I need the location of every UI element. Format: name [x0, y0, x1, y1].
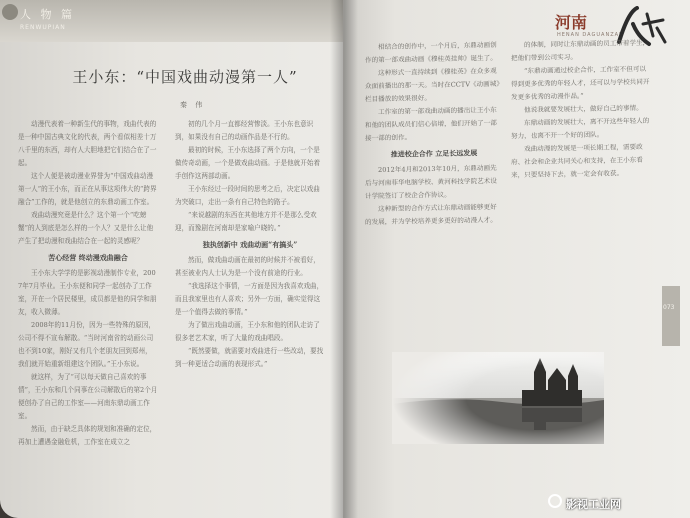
paragraph: 王小东经过一段时间的思考之后，决定以戏曲为突破口，走出一条有自己特色的路子。	[175, 185, 320, 206]
paragraph: 最初的时候，王小东选择了两个方向，一个是做传奇动画，一个是做戏曲动画。于是他就开始着手创作这两部动画。	[175, 146, 321, 180]
paragraph: “东鼎动画通过校企合作，工作室不但可以得到更多优秀的年轻人才，还可以与学校共同开发更多优秀的动漫作品。”	[511, 64, 650, 102]
paragraph: “来说越剧的东西在其他地方并不是那么受欢迎，而豫剧在河南却是家喻户晓的。”	[175, 211, 317, 232]
paragraph: 这种新型的合作方式让东鼎动画能够更好的发展，并为学校培养更多更好的动漫人才。	[365, 202, 497, 227]
paragraph: 王小东大学学的是影视动漫制作专业，2007年7月毕业。王小东便和同学一起创办了工作室，开在一个居民楼里，成员都是他的同学和朋友，收入微薄。	[18, 269, 157, 316]
section-header	[0, 0, 345, 42]
paragraph: 工作室的第一部戏曲动画的播出让王小东和他的团队成员们信心倍增，他们开始了一部接一部的创作。	[365, 105, 497, 143]
page-number: 073	[663, 304, 675, 311]
magazine-brand: 河南	[555, 13, 588, 32]
magazine-brand-subtitle: HENAN DAGUANZAI	[557, 32, 622, 38]
paragraph: 的体制，同时让东鼎动画的员工带着学生，把他们带到公司实习。	[511, 38, 650, 63]
paragraph: 戏曲动漫究竟是什么？这个第一个“吃螃蟹”的人到底是怎么样的一个人？又是什么让他产生了把动漫和戏曲结合在一起的灵感呢？	[18, 211, 154, 245]
paragraph: 这个人便是被动漫业界誉为“中国戏曲动漫第一人”的王小东，而正在从事这项伟大的“跨界融合”工作的，就是他创立的东鼎动画工作室。	[18, 172, 157, 206]
article-byline: 秦 伟	[180, 101, 206, 109]
paragraph: 2008年的11月份，因为一些特殊的原因，公司不得不宣布解散。“当时河南省的动画公司也不到10家，刚好又有几个老朋友回到郑州，我们就开始重新组建这个团队。”王小东说。	[18, 321, 156, 368]
paragraph: 他说我就要发展壮大，做好自己的事情。	[524, 103, 643, 114]
lantern-icon	[2, 4, 18, 20]
paragraph: 戏曲动漫的发展是一项长期工程，需要政府、社会和企业共同关心和支持，在王小东看来，只要坚持下去，就一定会有收获。	[511, 142, 643, 180]
subheading: 独执创新中 戏曲动画“有搞头”	[202, 240, 298, 249]
castle-lake-photo	[392, 352, 604, 444]
right-page	[343, 0, 690, 518]
left-column-1	[18, 118, 158, 449]
right-column-2	[511, 37, 651, 182]
paragraph: 相结合的创作中，一个月后，东鼎动画创作的第一部戏曲动画《穆桂英挂帅》诞生了。	[365, 40, 497, 65]
right-column-1	[365, 39, 503, 229]
page-number-tab	[662, 286, 680, 346]
paragraph: “既然要做，就需要对戏曲进行一些改动，要找到一种更适合动画的表现形式。”	[175, 347, 324, 368]
section-subtitle: RENWUPIAN	[20, 24, 66, 31]
subheading: 推进校企合作 立足长远发展	[390, 148, 478, 159]
paragraph: “我选择这个事情，一方面是因为我喜欢戏曲，而且我家里也有人喜欢；另外一方面，确实觉得这是一个值得去做的事情。”	[175, 282, 324, 316]
paragraph: 为了做出戏曲动画，王小东和他的团队走访了很多老艺术家，听了大量的戏曲唱段。	[175, 321, 320, 342]
left-column-2	[175, 118, 325, 371]
paragraph: 这种形式一直持续到《穆桂英》在众多观众面前播出的那一天。当时在CCTV《动画城》栏目播放的效果很好。	[365, 66, 503, 104]
subheading: 苦心经营 终动漫戏曲融合	[48, 253, 128, 262]
paragraph: 动漫代表着一种新生代的事物，戏曲代表的是一种中国古典文化的代表，两个看似相差十万八千里的东西，却有人大胆地把它们结合在了一起。	[18, 120, 157, 167]
paragraph: 就这样，为了“可以每天做自己喜欢的事情”，王小东和几个同事在公司解散后的第2个月便创办了自己的工作室——河南东鼎动画工作室。	[18, 373, 158, 420]
paragraph: 然而，做戏曲动画在最初的时候并不被看好，甚至被业内人士认为是一个没有前途的行业。	[175, 256, 320, 277]
paragraph: 然而，由于缺乏具体的规划和准确的定位，再加上遭遇金融危机，工作室在成立之	[18, 425, 157, 446]
book-gutter-shadow	[330, 0, 358, 518]
watermark-logo-icon	[548, 494, 562, 508]
paragraph: 2012年4月和2013年10月，东鼎动画先后与河南菲华电脑学校、黄河科技学院艺术设计学院签订了校企合作协议。	[365, 163, 497, 201]
article-title: 王小东：“中国戏曲动漫第一人”	[72, 68, 298, 86]
watermark-text: 影视工业网	[566, 498, 621, 511]
paragraph: 东鼎动画的发展壮大，离不开这些年轻人的努力，也离不开一个好的团队。	[511, 116, 650, 141]
paragraph: 初的几个月一直都经营惨淡。王小东也意识到，如果没有自己的动画作品是不行的。	[175, 120, 314, 141]
section-title: 人 物 篇	[20, 8, 75, 21]
